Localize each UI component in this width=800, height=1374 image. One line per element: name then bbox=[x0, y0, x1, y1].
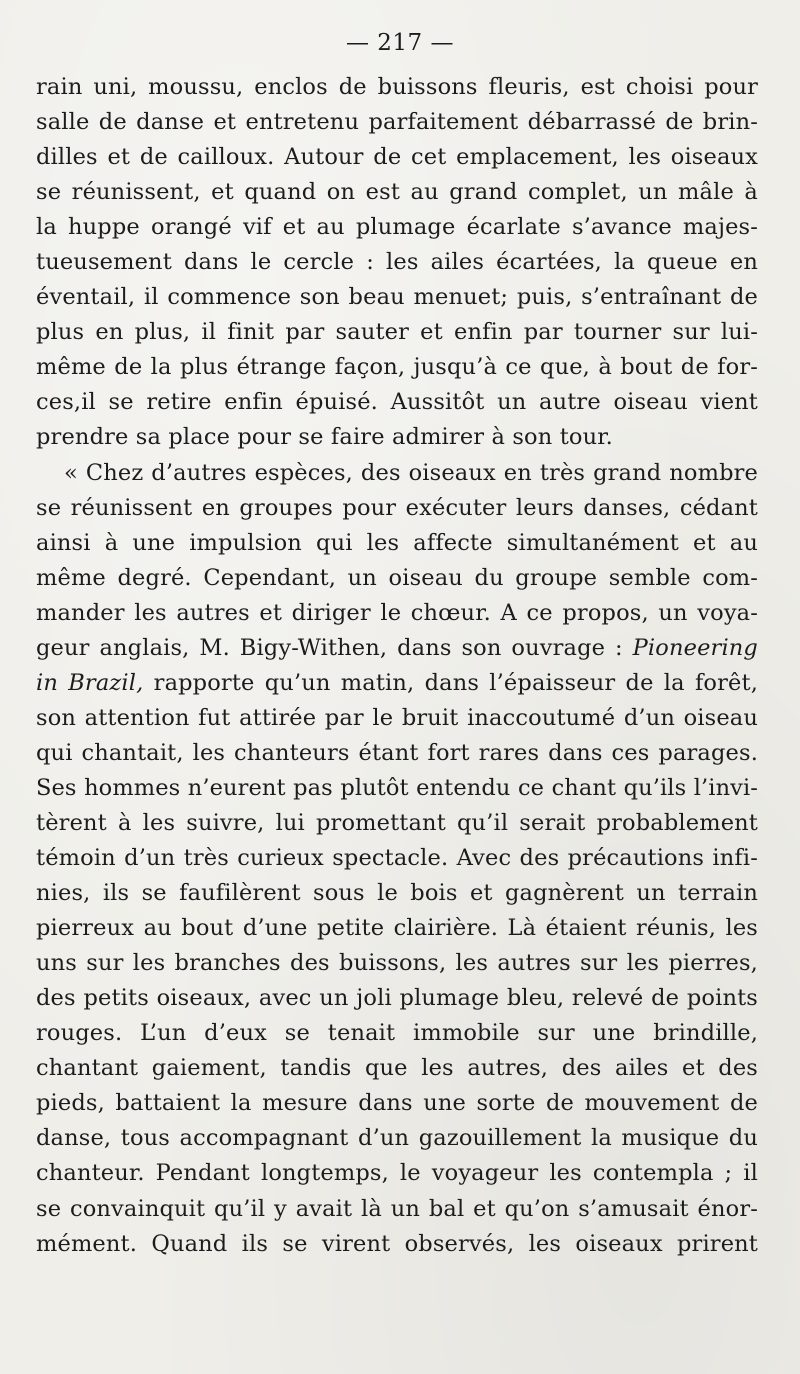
text-line: salle de danse et entretenu parfaitement débarrassé de brin- bbox=[36, 109, 758, 136]
text-line: se réunissent en groupes pour exécuter leurs danses, cédant bbox=[36, 494, 758, 521]
text-line: pierreux au bout d’une petite clairière. Là étaient réunis, les bbox=[36, 915, 758, 942]
text-fragment: geur anglais, M. Bigy-Withen, dans son ouvrage : bbox=[36, 634, 633, 661]
book-title-italic: in Brazil, bbox=[36, 669, 144, 696]
page-number-header: — 217 — bbox=[345, 30, 455, 56]
text-line: mément. Quand ils se virent observés, les oiseaux prirent bbox=[36, 1230, 758, 1257]
paragraph-start-line: « Chez d’autres espèces, des oiseaux en très grand nombre bbox=[64, 459, 758, 486]
text-line: tueusement dans le cercle : les ailes écartées, la queue en bbox=[36, 249, 758, 276]
text-line: même degré. Cependant, un oiseau du groupe semble com- bbox=[36, 564, 758, 591]
text-line: rain uni, moussu, enclos de buissons fleuris, est choisi pour bbox=[36, 74, 758, 100]
text-line: Ses hommes n’eurent pas plutôt entendu ce chant qu’ils l’invi- bbox=[36, 774, 758, 801]
text-line bbox=[36, 666, 758, 701]
text-line: dilles et de cailloux. Autour de cet emplacement, les oiseaux bbox=[36, 144, 758, 171]
text-line: son attention fut attirée par le bruit inaccoutumé d’un oiseau bbox=[36, 704, 758, 731]
text-line: témoin d’un très curieux spectacle. Avec des précautions infi- bbox=[36, 845, 758, 872]
text-line: éventail, il commence son beau menuet; puis, s’entraînant de bbox=[36, 284, 758, 311]
text-line: danse, tous accompagnant d’un gazouillement la musique du bbox=[36, 1125, 758, 1152]
text-line: mander les autres et diriger le chœur. A ce propos, un voya- bbox=[36, 599, 758, 626]
text-line bbox=[36, 631, 758, 666]
text-line: ainsi à une impulsion qui les affecte simultanément et au bbox=[36, 529, 758, 556]
text-line: nies, ils se faufilèrent sous le bois et gagnèrent un terrain bbox=[36, 880, 758, 907]
text-line: se convainquit qu’il y avait là un bal et qu’on s’amusait énor- bbox=[36, 1195, 758, 1222]
text-line: pieds, battaient la mesure dans une sorte de mouvement de bbox=[36, 1090, 758, 1117]
body-text bbox=[36, 70, 758, 1262]
text-line: chantant gaiement, tandis que les autres, des ailes et des bbox=[36, 1055, 758, 1082]
text-line: uns sur les branches des buissons, les autres sur les pierres, bbox=[36, 950, 758, 977]
text-line: la huppe orangé vif et au plumage écarlate s’avance majes- bbox=[36, 214, 758, 241]
book-title-italic: Pioneering bbox=[632, 634, 758, 661]
text-line: ces,il se retire enfin épuisé. Aussitôt un autre oiseau vient bbox=[36, 389, 758, 416]
paragraph-end-line: prendre sa place pour se faire admirer à son tour. bbox=[36, 424, 613, 451]
text-line: chanteur. Pendant longtemps, le voyageur les contempla ; il bbox=[36, 1160, 758, 1187]
text-line: tèrent à les suivre, lui promettant qu’il serait probablement bbox=[36, 809, 758, 836]
text-line: des petits oiseaux, avec un joli plumage bleu, relevé de points bbox=[36, 985, 758, 1012]
text-line: se réunissent, et quand on est au grand complet, un mâle à bbox=[36, 179, 758, 206]
text-line: qui chantait, les chanteurs étant fort rares dans ces parages. bbox=[36, 739, 758, 766]
text-line: plus en plus, il finit par sauter et enfin par tourner sur lui- bbox=[36, 319, 758, 346]
text-line: rouges. L’un d’eux se tenait immobile sur une brindille, bbox=[36, 1020, 758, 1047]
text-line: même de la plus étrange façon, jusqu’à ce que, à bout de for- bbox=[36, 354, 758, 381]
text-fragment: rapporte qu’un matin, dans l’épaisseur de la forêt, bbox=[143, 669, 758, 696]
